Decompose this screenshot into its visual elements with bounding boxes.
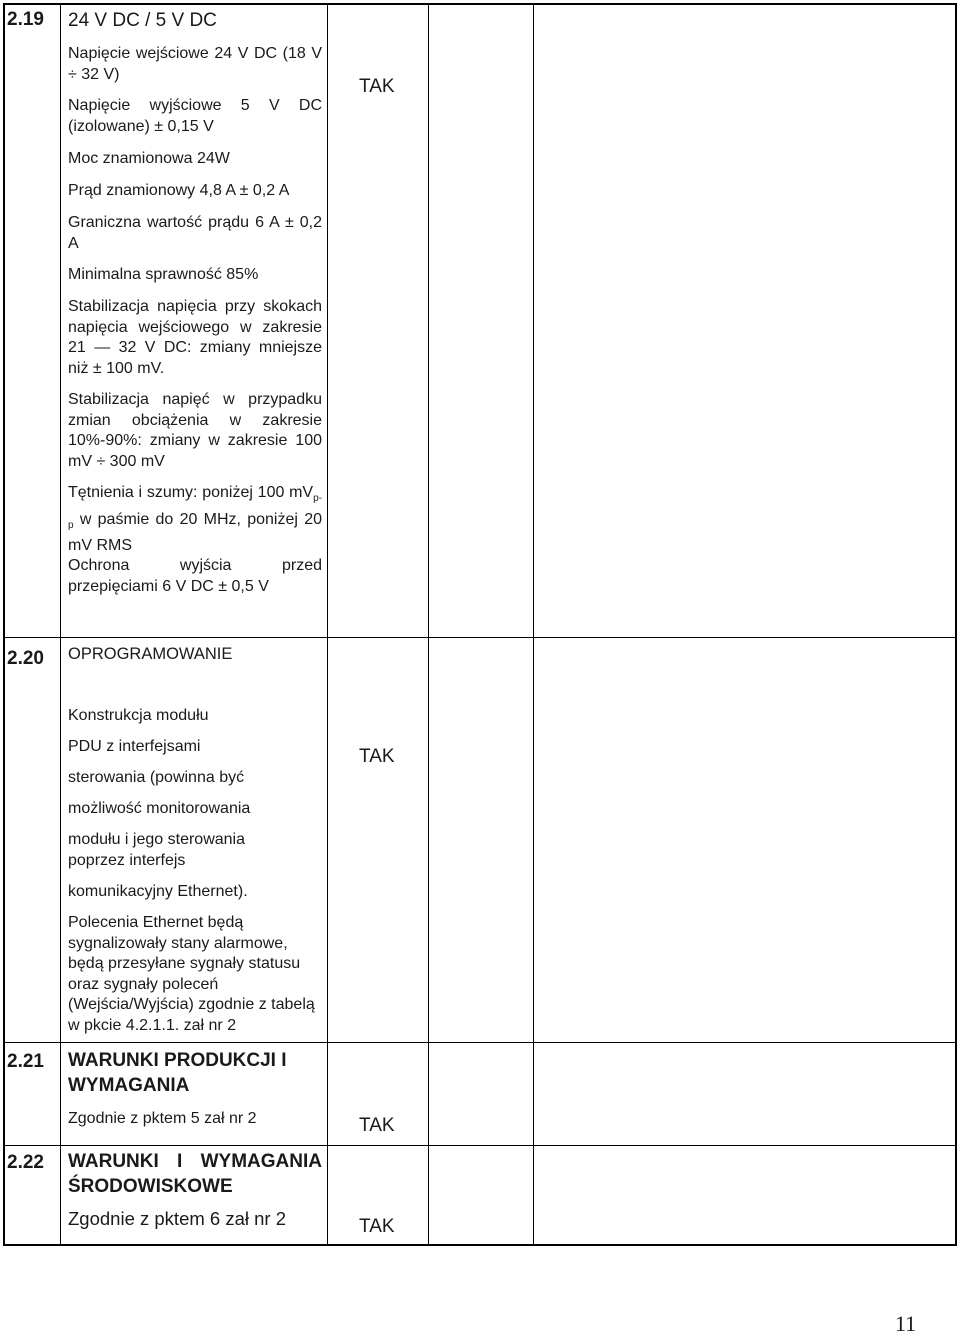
software-line-1: Konstrukcja modułu [68,707,209,724]
table-border-bottom [3,1244,957,1246]
section-title: 24 V DC / 5 V DC [68,10,217,31]
section-number: 2.22 [7,1152,44,1173]
answer-tak: TAK [359,1216,395,1237]
software-line-6: komunikacyjny Ethernet). [68,883,248,900]
table-column-divider-4 [533,3,534,1246]
section-title: OPROGRAMOWANIE [68,645,233,663]
software-line-4: możliwość monitorowania [68,800,251,817]
spec-rated-power: Moc znamionowa 24W [68,150,230,167]
table-column-divider-1 [60,3,61,1246]
spec-min-efficiency: Minimalna sprawność 85% [68,266,259,283]
production-reference: Zgodnie z pktem 5 zał nr 2 [68,1110,257,1127]
section-title: WARUNKI I WYMAGANIA ŚRODOWISKOWE [68,1151,322,1197]
spec-load-regulation: Stabilizacja napięć w przypadku zmian obciążenia w zakresie 10%-90%: zmiany w zakresie 100 mV ÷ 300 mV [68,391,322,470]
table-border-top [3,3,957,5]
row-divider-2-22 [3,1145,957,1146]
table-column-divider-2 [327,3,328,1246]
section-number: 2.21 [7,1051,44,1072]
section-title: WARUNKI PRODUKCJI I WYMAGANIA [68,1050,287,1096]
answer-tak: TAK [359,1115,395,1136]
environment-reference: Zgodnie z pktem 6 zał nr 2 [68,1208,286,1229]
software-ethernet-commands: Polecenia Ethernet będą sygnalizowały stany alarmowe, będą przesyłane sygnały statusu oraz sygnały poleceń (Wejścia/Wyjścia) zgodnie z tabelą w pkcie 4.2.1.1. zał nr 2 [68,914,315,1034]
section-number: 2.19 [7,9,44,30]
software-line-5: modułu i jego sterowania poprzez interfejs [68,831,245,869]
spec-input-voltage: Napięcie wejściowe 24 V DC (18 V ÷ 32 V) [68,45,322,83]
section-number: 2.20 [7,648,44,669]
spec-current-limit: Graniczna wartość prądu 6 A ± 0,2 A [68,214,322,252]
software-line-2: PDU z interfejsami [68,738,201,755]
spec-rated-current: Prąd znamionowy 4,8 A ± 0,2 A [68,182,290,199]
table-border-right [955,3,957,1246]
answer-tak: TAK [359,746,395,767]
answer-tak: TAK [359,76,395,97]
spec-output-voltage: Napięcie wyjściowe 5 V DC (izolowane) ± 0,15 V [68,97,322,135]
spec-line-regulation: Stabilizacja napięcia przy skokach napięcia wejściowego w zakresie 21 — 32 V DC: zmiany mniejsze niż ± 100 mV. [68,298,322,377]
software-line-3: sterowania (powinna być [68,769,245,786]
table-column-divider-3 [428,3,429,1246]
table-border-left [3,3,5,1246]
spec-ripple-noise: Tętnienia i szumy: poniżej 100 $mV_{p-p}$ w paśmie do 20 MHz, poniżej 20 mV RMS [68,484,322,554]
row-divider-2-20 [3,637,957,638]
spec-overvoltage-protection: Ochrona wyjścia przed przepięciami 6 V DC ± 0,5 V [68,557,322,595]
page-number: 11 [895,1311,917,1336]
row-divider-2-21 [3,1042,957,1043]
